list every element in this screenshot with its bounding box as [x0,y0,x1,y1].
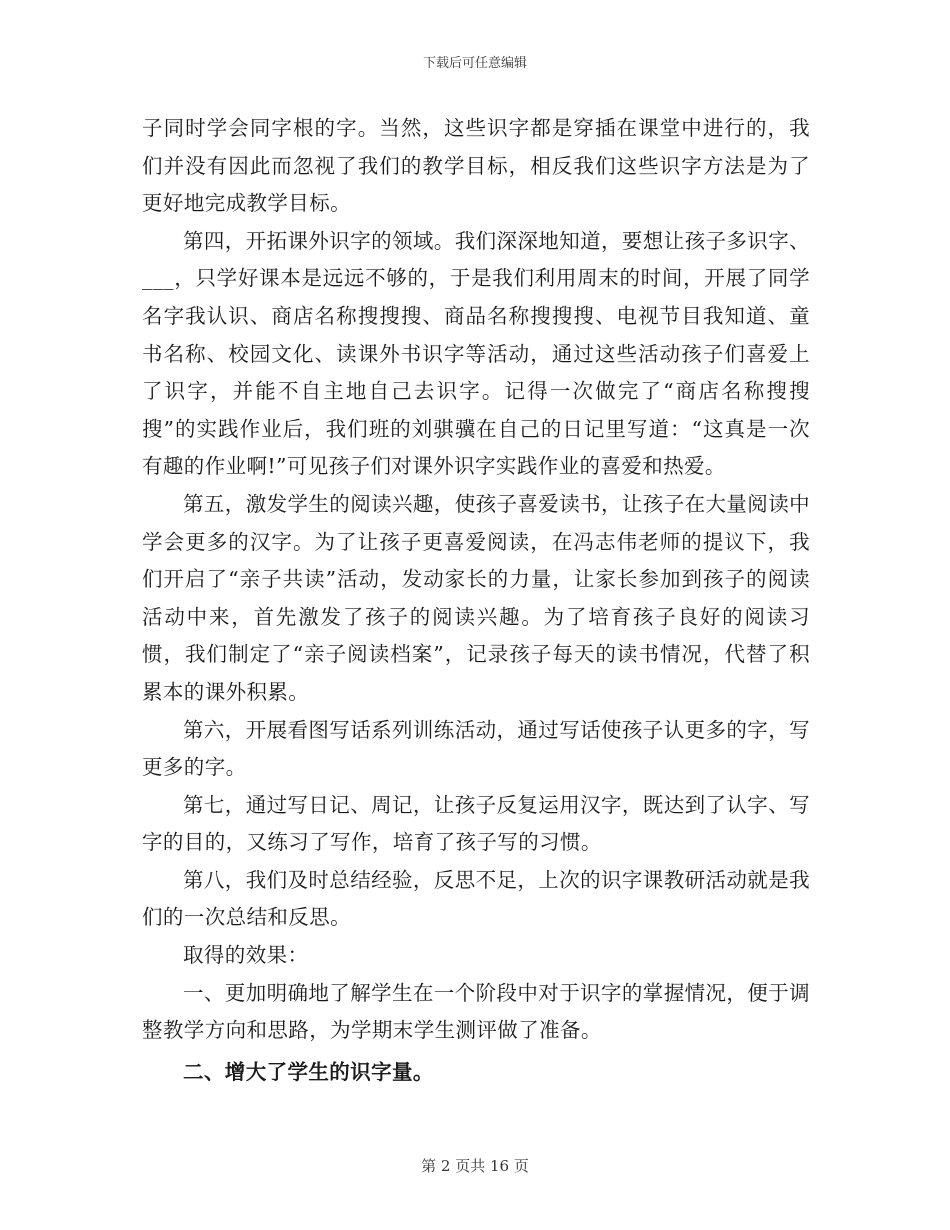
page-number: 第 2 页共 16 页 [421,1157,529,1175]
paragraph-continuation: 子同时学会同字根的字。当然，这些识字都是穿插在课堂中进行的，我们并没有因此而忽视了我们的教学目标，相反我们这些识字方法是为了更好地完成教学目标。 [142,116,810,216]
paragraph-fourth: 第四，开拓课外识字的领域。我们深深地知道，要想让孩子多识字、___，只学好课本是远远不够的，于是我们利用周末的时间，开展了同学名字我认识、商店名称搜搜搜、商品名称搜搜搜、电视节目我知道、童书名称、校园文化、读课外书识字等活动，通过这些活动孩子们喜爱上了识字，并能不自主地自己去识字。记得一次做完了“商店名称搜搜搜”的实践作业后，我们班的刘骐骥在自己的日记里写道：“这真是一次有趣的作业啊!”可见孩子们对课外识字实践作业的喜爱和热爱。 [142,228,810,479]
paragraph-results-heading: 取得的效果： [183,943,309,968]
page-header-note: 下载后可任意编辑 [422,56,527,71]
paragraph-result-two: 二、增大了学生的识字量。 [183,1059,434,1084]
paragraph-fifth: 第五，激发学生的阅读兴趣，使孩子喜爱读书，让孩子在大量阅读中学会更多的汉字。为了让孩子更喜爱阅读，在冯志伟老师的提议下，我们开启了“亲子共读”活动，发动家长的力量，让家长参加到孩子的阅读活动中来，首先激发了孩子的阅读兴趣。为了培育孩子良好的阅读习惯，我们制定了“亲子阅读档案”，记录孩子每天的读书情况，代替了积累本的课外积累。 [142,491,810,704]
paragraph-result-one: 一、更加明确地了解学生在一个阶段中对于识字的掌握情况，便于调整教学方向和思路，为学期末学生测评做了准备。 [142,980,810,1043]
paragraph-seventh: 第七，通过写日记、周记，让孩子反复运用汉字，既达到了认字、写字的目的，又练习了写作，培育了孩子写的习惯。 [142,792,810,855]
document-body [142,110,810,1091]
paragraph-sixth: 第六，开展看图写话系列训练活动，通过写话使孩子认更多的字，写更多的字。 [142,717,810,780]
paragraph-eighth: 第八，我们及时总结经验，反思不足，上次的识字课教研活动就是我们的一次总结和反思。 [142,867,810,930]
